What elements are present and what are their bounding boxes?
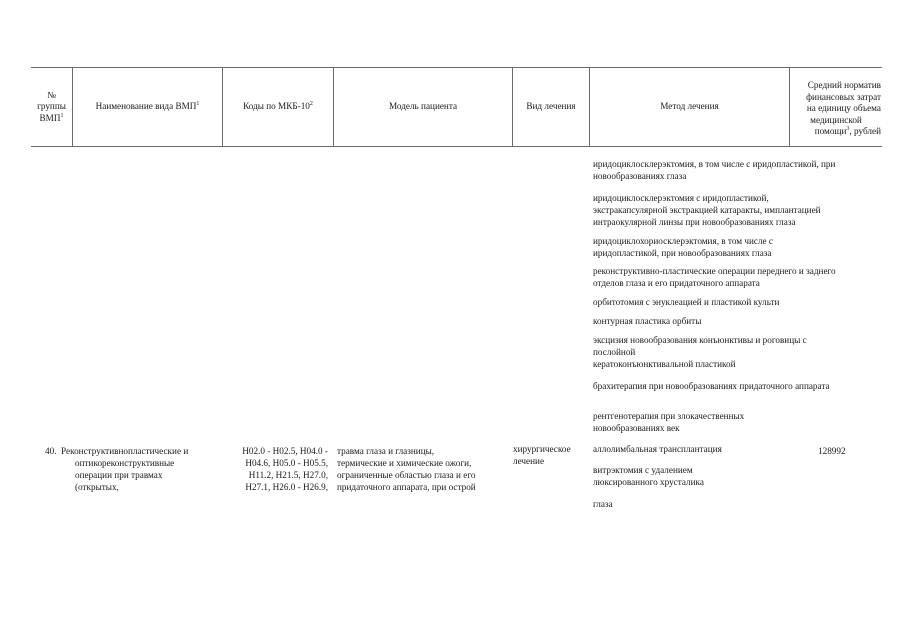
method-item: [593, 265, 888, 289]
method-line: иридоциклосклерэктомия с иридопластикой,: [593, 193, 769, 203]
header-line: на единицу объема: [806, 103, 881, 113]
header-group-number: [31, 68, 72, 146]
method-line: послойной: [593, 347, 636, 357]
method-line: эксцизия новообразования конъюнктивы и роговицы с: [593, 335, 807, 345]
footnote-mark: 1: [196, 101, 200, 108]
method-line: люксированного хрусталика: [593, 477, 704, 487]
type-line: лечение: [513, 456, 545, 466]
name-line: оптикореконструктивные: [75, 458, 175, 468]
method-line: рентгенотерапия при злокачественных: [593, 411, 745, 421]
row-icd-codes: [222, 445, 328, 493]
method-line: брахитерапия при новообразованиях придаточного аппарата: [593, 381, 830, 391]
header-line: №: [47, 89, 56, 100]
method-item: [593, 158, 888, 182]
method-item: [593, 192, 888, 228]
header-line: финансовых затрат: [806, 91, 881, 102]
header-label: Коды по МКБ-10: [243, 101, 310, 112]
name-line: операции при травмах: [75, 470, 163, 480]
row-method-item: глаза: [593, 499, 613, 509]
method-item: [593, 334, 888, 370]
header-label: Модель пациента: [388, 101, 458, 112]
name-line: Реконструктивнопластические и: [61, 446, 189, 456]
header-line: Средний норматив: [807, 80, 881, 90]
codes-line: H04.6, H05.0 - H05.5,: [245, 458, 328, 468]
header-icd-codes: [223, 68, 333, 146]
method-line: отделов глаза и его придаточного аппарата: [593, 278, 760, 288]
method-item: [593, 410, 888, 434]
header-line: помощи: [814, 126, 847, 136]
row-method-first: аллолимбальная трансплантация: [593, 444, 722, 454]
codes-line: H27.1, H26.0 - H26.9,: [245, 482, 328, 492]
header-label: Метод лечения: [660, 101, 719, 112]
method-line: кератоконъюнктивальной пластикой: [593, 359, 736, 369]
method-line: контурная пластика орбиты: [593, 316, 702, 326]
header-label: Наименование вида ВМП: [95, 101, 197, 112]
method-line: иридоциклохориосклерэктомия, в том числе с: [593, 236, 773, 246]
method-line: орбитотомия с энуклеацией и пластикой культи: [593, 297, 780, 307]
row-number: 40.: [45, 446, 57, 456]
header-bottom-rule: [31, 146, 882, 147]
model-line: термические и химические ожоги,: [337, 458, 472, 468]
row-method-item: [593, 464, 793, 488]
model-line: травма глаза и глазницы,: [337, 446, 435, 456]
method-line: иридоциклосклерэктомия, в том числе с иридопластикой, при: [593, 159, 836, 169]
model-line: ограниченные областью глаза и его: [337, 470, 476, 480]
row-patient-model: [337, 445, 512, 493]
codes-line: H11.2, H21.5, H27.0,: [248, 470, 328, 480]
header-line: группы: [37, 101, 66, 112]
header-patient-model: [334, 68, 512, 146]
method-line: интраокулярной линзы при новообразованиях глаза: [593, 217, 796, 227]
header-line: медицинской: [810, 114, 862, 125]
header-line: , рублей: [849, 126, 881, 136]
method-line: иридопластикой, при новообразованиях глаза: [593, 248, 772, 258]
footnote-mark: 1: [60, 112, 64, 119]
row-vmp-name: [61, 445, 221, 493]
method-item: [593, 235, 888, 259]
header-label: Вид лечения: [526, 101, 576, 112]
name-line: (открытых,: [75, 482, 119, 492]
method-line: новообразованиях глаза: [593, 171, 687, 181]
row-average-cost: 128992: [818, 446, 846, 456]
model-line: придаточного аппарата, при острой: [337, 482, 476, 492]
method-line: новообразованиях век: [593, 423, 680, 433]
method-line: экстракапсулярной экстракцией катаракты, имплантацией: [593, 205, 821, 215]
method-item: [593, 315, 888, 327]
method-item: [593, 296, 888, 308]
footnote-mark: 3: [846, 126, 850, 132]
type-line: хирургическое: [513, 444, 571, 454]
header-line: ВМП: [39, 112, 61, 123]
header-treatment-type: [513, 68, 589, 146]
header-average-cost: [790, 80, 882, 146]
method-item: [593, 380, 888, 392]
method-line: реконструктивно-пластические операции переднего и заднего: [593, 266, 836, 276]
header-treatment-method: [590, 68, 789, 146]
row-treatment-type: [513, 443, 593, 467]
footnote-mark: 2: [309, 101, 313, 108]
codes-line: H02.0 - H02.5, H04.0 -: [242, 446, 328, 456]
header-vmp-name: [73, 68, 222, 146]
method-line: витрэктомия с удалением: [593, 465, 693, 475]
